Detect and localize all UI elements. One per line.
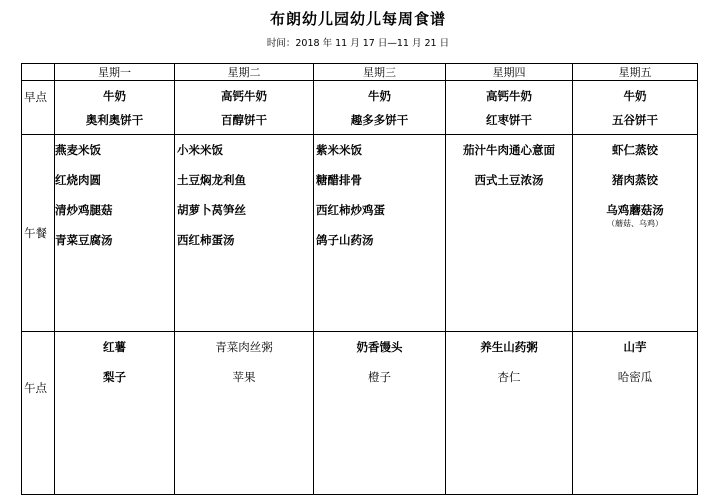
menu-item: 奥利奥饼干 <box>85 113 144 127</box>
menu-item: 糖醋排骨 <box>316 173 362 187</box>
breakfast-tue <box>175 81 314 135</box>
menu-item: 橙子 <box>368 370 391 384</box>
menu-item: 西式土豆浓汤 <box>474 173 544 187</box>
menu-item: 高钙牛奶 <box>486 89 532 103</box>
menu-item: 小米米饭 <box>177 143 223 157</box>
menu-item: 土豆焖龙利鱼 <box>177 173 246 187</box>
snack-thu <box>446 332 573 495</box>
weekly-menu-table <box>21 63 698 495</box>
date-range: 时间：2018 年 11 月 17 日—11 月 21 日 <box>266 38 450 49</box>
menu-item: 胡萝卜莴笋丝 <box>177 203 246 217</box>
day-header-thu: 星期四 <box>446 64 573 81</box>
lunch-thu <box>446 135 573 332</box>
menu-item: 西红柿炒鸡蛋 <box>316 203 385 217</box>
breakfast-mon <box>55 81 175 135</box>
menu-item: 红薯 <box>103 340 126 354</box>
menu-item: 杏仁 <box>497 370 521 384</box>
snack-wed <box>314 332 446 495</box>
menu-item: 高钙牛奶 <box>221 89 267 103</box>
day-header-wed: 星期三 <box>314 64 446 81</box>
snack-tue <box>175 332 314 495</box>
breakfast-wed <box>314 81 446 135</box>
menu-item: 梨子 <box>103 370 126 384</box>
meal-label-lunch: 午餐 <box>22 135 55 332</box>
menu-item: 虾仁蒸饺 <box>612 143 658 157</box>
menu-item: 鸽子山药汤 <box>316 233 374 247</box>
menu-item: 西红柿蛋汤 <box>177 233 235 247</box>
meal-label-snack: 午点 <box>22 332 55 495</box>
snack-fri <box>573 332 698 495</box>
lunch-fri <box>573 135 698 332</box>
menu-item: 青菜肉丝粥 <box>215 340 273 354</box>
page-title: 布朗幼儿园幼儿每周食谱 <box>269 10 446 28</box>
menu-item: 趣多多饼干 <box>350 113 409 127</box>
menu-item: 乌鸡蘑菇汤 <box>606 203 664 217</box>
day-header-fri: 星期五 <box>573 64 698 81</box>
menu-item: 五谷饼干 <box>612 113 658 127</box>
menu-item: 牛奶 <box>368 89 391 103</box>
menu-item: 山芋 <box>623 340 647 354</box>
breakfast-fri <box>573 81 698 135</box>
menu-item: 奶香馒头 <box>356 340 403 354</box>
snack-row <box>22 332 698 495</box>
breakfast-thu <box>446 81 573 135</box>
menu-item: 青菜豆腐汤 <box>55 233 113 247</box>
menu-item: 紫米米饭 <box>316 143 362 157</box>
menu-item: 百醇饼干 <box>221 113 267 127</box>
lunch-wed <box>314 135 446 332</box>
menu-item: 清炒鸡腿菇 <box>55 203 113 217</box>
ingredient-note: （蘑菇、乌鸡） <box>607 219 663 228</box>
menu-item: 茄汁牛肉通心意面 <box>463 143 555 157</box>
corner-cell <box>22 64 55 81</box>
menu-item: 红枣饼干 <box>486 113 532 127</box>
lunch-row <box>22 135 698 332</box>
menu-item: 养生山药粥 <box>480 340 538 354</box>
menu-item: 牛奶 <box>103 89 126 103</box>
menu-item: 苹果 <box>232 370 256 384</box>
snack-mon <box>55 332 175 495</box>
menu-item: 哈密瓜 <box>617 370 653 384</box>
day-header-mon: 星期一 <box>55 64 175 81</box>
menu-item: 燕麦米饭 <box>55 143 101 157</box>
breakfast-row <box>22 81 698 135</box>
lunch-tue <box>175 135 314 332</box>
day-header-tue: 星期二 <box>175 64 314 81</box>
day-header-row <box>22 64 698 81</box>
lunch-mon <box>55 135 175 332</box>
menu-item: 红烧肉圆 <box>55 173 101 187</box>
menu-item: 猪肉蒸饺 <box>612 173 658 187</box>
menu-item: 牛奶 <box>623 89 647 103</box>
meal-label-breakfast: 早点 <box>22 81 55 135</box>
